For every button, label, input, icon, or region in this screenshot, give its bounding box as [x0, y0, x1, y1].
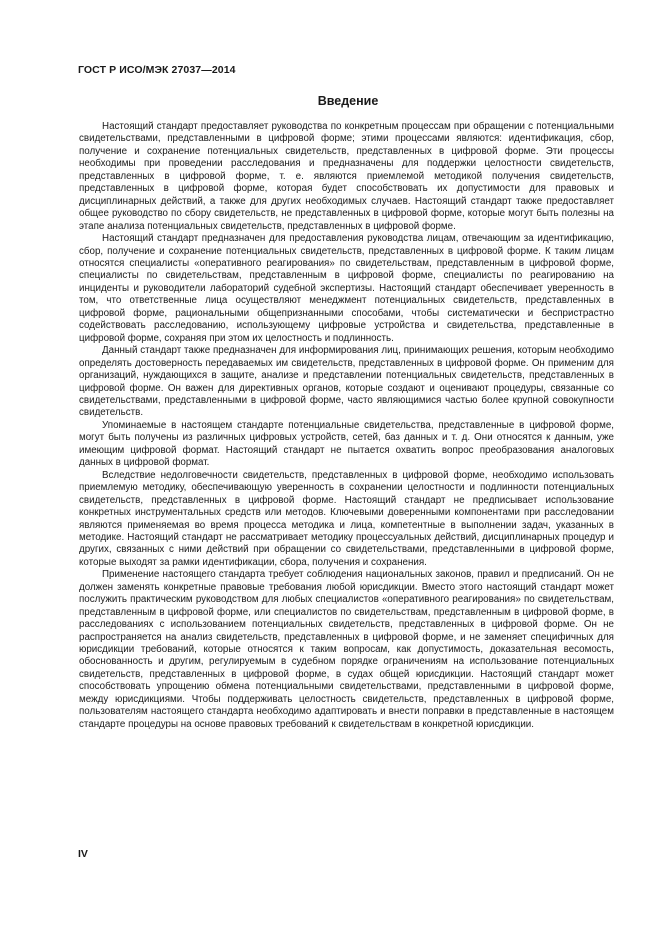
- paragraph: Упоминаемые в настоящем стандарте потенциальные свидетельства, представленные в цифровой форме, могут быть получены из различных цифровых устройств, сетей, баз данных и т. д. Они относятся к данным, уже имеющим цифровой формат. Настоящий стандарт не пытается охватить вопрос преобразования аналоговых данных в цифровой формат.: [79, 419, 614, 469]
- paragraph: Вследствие недолговечности свидетельств, представленных в цифровой форме, необходимо использовать приемлемую методику, обеспечивающую уверенность в сохранении целостности и подлинности потенциальных свидетельств, представленных в цифровой форме. Настоящий стандарт не предписывает использование конкретных инструментальных средств или методов. Ключевыми доверенными компонентами при расследовании являются применяемая во время процесса методика и лица, компетентные в выполнении задач, указанных в методике. Настоящий стандарт не рассматривает методику процессуальных действий, дисциплинарных процедур и других, связанных с ними действий при обращении со свидетельствами, представленными в цифровой форме, которые выходят за рамки идентификации, сбора, получения и сохранения.: [79, 469, 614, 568]
- section-title: Введение: [317, 94, 379, 108]
- document-header: ГОСТ Р ИСО/МЭК 27037—2014: [78, 64, 236, 76]
- paragraph: Настоящий стандарт предназначен для предоставления руководства лицам, отвечающим за идентификацию, сбор, получение и сохранение потенциальных свидетельств, представленных в цифровой форме. К таким лицам относятся специалисты «оперативного реагирования» по свидетельствам, представленным в цифровой форме, специалисты по свидетельствам, представленным в цифровой форме, специалисты по реагированию на инциденты и руководители лабораторий судебной экспертизы. Настоящий стандарт обеспечивает уверенность в том, что ответственные лица осуществляют менеджмент потенциальных свидетельств, представленных в цифровой форме, рациональными общепризнанными способами, чтобы систематически и беспристрастно содействовать расследованию, использующему цифровые устройства и свидетельства, представленные в цифровой форме, сохраняя при этом их целостность и подлинность.: [79, 233, 614, 344]
- body-text: [79, 121, 614, 731]
- page-number: IV: [78, 848, 88, 860]
- paragraph: Применение настоящего стандарта требует соблюдения национальных законов, правил и предписаний. Он не должен заменять конкретные правовые требования любой юрисдикции. Вместо этого настоящий стандарт может послужить практическим руководством для любых специалистов «оперативного реагирования» по свидетельствам, представленным в цифровой форме, или специалистов по свидетельствам, представленным в цифровой форме, в расследованиях с использованием потенциальных свидетельств, представленных в цифровой форме. Он не распространяется на анализ свидетельств, представленных в цифровой форме, и не заменяет специфичных для юрисдикции требований, которые относятся к таким вопросам, как допустимость, доказательная весомость, обоснованность и другим, регулируемым в судебном порядке ограничениям на использование потенциальных свидетельств, представленных в цифровой форме, в судах общей юрисдикции. Настоящий стандарт может способствовать упрощению обмена потенциальными свидетельствами, представленными в цифровой форме, между юрисдикциями. Чтобы поддерживать целостность свидетельств, представленных в цифровой форме, пользователям настоящего стандарта необходимо адаптировать и внести поправки в представленные в настоящем стандарте процедуры на основе правовых требований к свидетельствам в конкретной юрисдикции.: [79, 569, 614, 730]
- paragraph: Данный стандарт также предназначен для информирования лиц, принимающих решения, которым необходимо определять достоверность передаваемых им свидетельств, представленных в цифровой форме. Он применим для организаций, нуждающихся в защите, анализе и представлении потенциальных свидетельств, представленных в цифровой форме. Он важен для директивных органов, которые создают и оценивают процедуры, связанные со свидетельствами, представленными в цифровой форме, часто являющимися частью более крупной совокупности свидетельств.: [79, 345, 614, 419]
- paragraph: Настоящий стандарт предоставляет руководства по конкретным процессам при обращении с потенциальными свидетельствами, представленными в цифровой форме; этими процессами являются: идентификация, сбор, получение и сохранение потенциальных свидетельств, представленных в цифровой форме. Эти процессы необходимы при проведении расследования и предназначены для поддержки целостности свидетельств, представленных в цифровой форме, т. е. являются приемлемой методикой получения свидетельств, представленных в цифровой форме, которая будет способствовать их допустимости для правовых и дисциплинарных действий, а также для других необходимых случаев. Настоящий стандарт также предоставляет общее руководство по сбору свидетельств, не представленных в цифровой форме, которые могут быть полезны на этапе анализа потенциальных свидетельств, представленных в цифровой форме.: [79, 121, 614, 232]
